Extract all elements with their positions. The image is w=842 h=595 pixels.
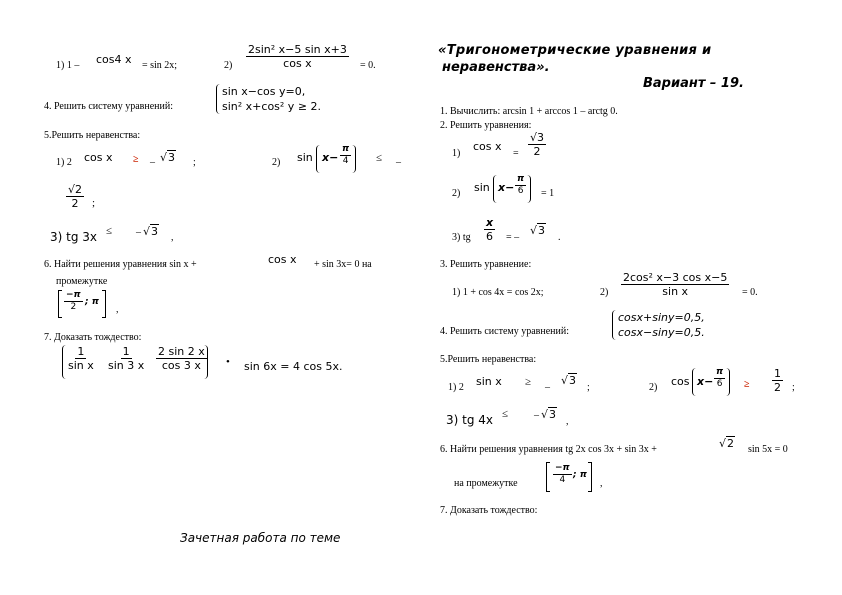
left-ineq2-label: 2) [272,157,281,168]
left-ineq3-sqrt: √3 [143,225,159,238]
right-eqB-arg: x− [498,181,515,194]
left-ineq3-label: 3) tg 3x [50,230,98,244]
left-task7-dot: • [226,356,230,368]
left-sqrt2-denominator: 2 [71,197,79,210]
left-ineq1-cosx: cos x [84,151,113,164]
right-ineqA-sqrt: √3 [561,374,577,387]
left-ineq2-pi: π [342,144,350,154]
left-ineq1-dash: – [150,157,155,168]
right-ineqC-comma: , [566,416,569,427]
left-task7-frac3: $\frac{2 \sin 2 x}{\cos 3 x}$ [158,345,205,372]
right-task6-sqrt: √2 [719,437,735,450]
right-eqA-cosx: cos x [473,140,502,153]
right-ineqA-dash: – [545,382,550,393]
left-task6-label: 6. Найти решения уравнения sin x + [44,259,197,270]
right-task4-brace [612,310,617,340]
right-task6-label: 6. Найти решения уравнения tg 2x cos 3x + sin 3x + [440,444,657,455]
left-task7-frac2: $\frac{1}{\sin 3 x}$ [108,345,145,372]
left-sqrt2-semicolon: ; [92,197,96,209]
left-task4-eq1: sin x−cos y=0, [222,85,306,98]
right-variant: Вариант – 19. [643,76,744,91]
right-eqA-numerator: 3 [537,131,545,144]
right-task6-interval-tail: ; π [573,470,587,480]
right-ineqC-sqrt: √3 [541,408,557,421]
left-ineq1-radicand: 3 [168,151,176,164]
left-task4-brace [216,84,221,114]
left-task6-lbracket [58,290,62,318]
left-task7-label: 7. Доказать тождество: [44,332,142,343]
right-task2: 2. Решить уравнения: [440,120,532,131]
item2-numerator: 2sin² x−5 sin x+3 [248,43,347,56]
left-task6-rbracket [102,290,106,318]
right-ineqB-pi-over-6: $\frac{\pi}{6}$ [716,367,724,389]
right-task4-eq2: cosx−siny=0,5. [618,326,705,339]
right-task6-interval-fraction: $\frac{-\pi}{4}$ [555,463,570,485]
item1-rhs: = sin 2x; [142,60,178,71]
left-task6-line2: промежутке [56,276,108,287]
right-ineqB-half: $\frac{1}{2}$ [774,367,781,394]
left-ineq3-relation: ≤ [106,225,113,237]
right-ineqB-lparen [692,368,696,396]
right-eqA-equals: = [513,148,519,159]
left-task6-interval-tail: ; π [85,297,99,307]
left-ineq2-rparen [352,145,356,173]
item1-label: 1) 1 – [56,60,80,71]
right-task6-comma: , [600,478,603,489]
left-ineq3-radicand: 3 [151,225,159,238]
left-task5-label: 5.Решить неравенства: [44,130,141,141]
left-task7-lparen [62,345,66,379]
right-task6-lbracket [546,462,550,492]
left-task6-comma: , [116,304,119,315]
right-task6-rbracket [588,462,592,492]
right-task6-tail: sin 5x = 0 [748,444,788,455]
right-ineqB-rparen [726,368,730,396]
left-footer-heading: Зачетная работа по теме [180,531,341,545]
right-ineqA-label: 1) 2 [448,382,464,393]
right-ineqC-minus: – [534,410,539,421]
left-task7-rparen [204,345,208,379]
left-ineq2-dash: – [396,157,401,168]
left-task6-interval-num: −π [66,290,81,300]
right-eqA-label: 1) [452,148,461,159]
right-eqC-fraction: $\frac{x}{6}$ [486,216,494,243]
right-ineqA-sinx: sin x [476,375,502,388]
right-task7: 7. Доказать тождество: [440,505,538,516]
right-task3: 3. Решить уравнение: [440,259,532,270]
right-eqC-label: 3) tg [452,232,471,243]
right-eqB-rhs: = 1 [541,188,555,199]
left-ineq2-four: 4 [342,156,349,166]
left-task6-interval-fraction [64,291,83,312]
left-ineq3-minus: – [136,227,141,238]
left-ineq1-semicolon: ; [193,157,196,168]
left-ineq3-comma: , [171,232,174,243]
right-ineqC-relation: ≤ [502,408,509,420]
right-ineqB-cos: cos [671,375,690,388]
item1-cos4x: cos4 x [96,53,132,66]
left-ineq1-label: 1) 2 [56,157,72,168]
item2-denominator: cos x [283,57,312,70]
right-ineqB-relation: ≥ [744,379,750,390]
left-task7-frac1: $\frac{1}{\text{sin x}}$ [68,345,94,372]
right-eqC-equals: = – [506,232,520,243]
left-task6-cosx: cos x [268,253,297,266]
right-title-line1: «Тригонометрические уравнения и [438,43,712,58]
right-eqB-label: 2) [452,188,461,199]
right-eqB-sin: sin [474,181,490,194]
item2-fraction [246,44,349,69]
right-ineqA-semicolon: ; [587,382,590,393]
item2-label: 2) [224,60,233,71]
right-ineqB-label: 2) [649,382,658,393]
right-eqA-denominator: 2 [533,145,541,158]
left-ineq1-sqrt: √3 [160,151,176,164]
right-ineqB-semicolon: ; [792,382,795,393]
left-ineq2-relation: ≤ [376,152,383,164]
item2-rhs: = 0. [360,60,376,71]
right-eqD-label: 1) 1 + cos 4x = cos 2x; [452,287,544,298]
right-eqD-fraction: $\frac{\text{2cos² x−3 cos x−5}}{\text{sin x}}$ [623,271,728,298]
right-task1: 1. Вычислить: arcsin 1 + arccos 1 – arctg 0. [440,106,618,117]
left-ineq2-pi-over-4 [340,145,351,166]
right-task4-eq1: cosx+siny=0,5, [618,311,705,324]
left-ineq2-arg: x− [322,151,339,164]
right-task4-label: 4. Решить систему уравнений: [440,326,569,337]
right-eqC-sqrt: √3 [530,224,546,237]
right-eqD-rhs: = 0. [742,287,758,298]
right-ineqC-label: 3) tg 4x [446,413,494,427]
left-ineq2-sin: sin [297,151,313,164]
right-eqC-dot: . [558,232,561,243]
left-sqrt2-numerator: √2 [68,183,83,196]
right-eqA-fraction: $\frac{√3}{2}$ [530,131,545,158]
right-task5: 5.Решить неравенства: [440,354,537,365]
left-ineq1-relation: ≥ [133,154,139,165]
left-task6-interval-den: 2 [70,302,77,312]
right-ineqA-relation: ≥ [525,376,532,388]
right-ineqB-arg: x− [697,375,714,388]
right-eqD-label2: 2) [600,287,609,298]
right-eqB-lparen [493,175,497,203]
left-task7-rhs: sin 6x = 4 cos 5x. [244,360,343,373]
right-eqB-pi-over-6: $\frac{\pi}{6}$ [517,174,525,196]
left-task4-label: 4. Решить систему уравнений: [44,101,173,112]
left-ineq2-lparen [316,145,320,173]
right-task6-line2: на промежутке [454,478,518,489]
right-title-line2: неравенства». [442,60,550,75]
left-task4-eq2: sin² x+cos² y ≥ 2. [222,100,322,113]
right-eqB-rparen [527,175,531,203]
left-sqrt2-over-2 [66,184,84,209]
left-task6-tail: + sin 3x= 0 на [314,259,372,270]
